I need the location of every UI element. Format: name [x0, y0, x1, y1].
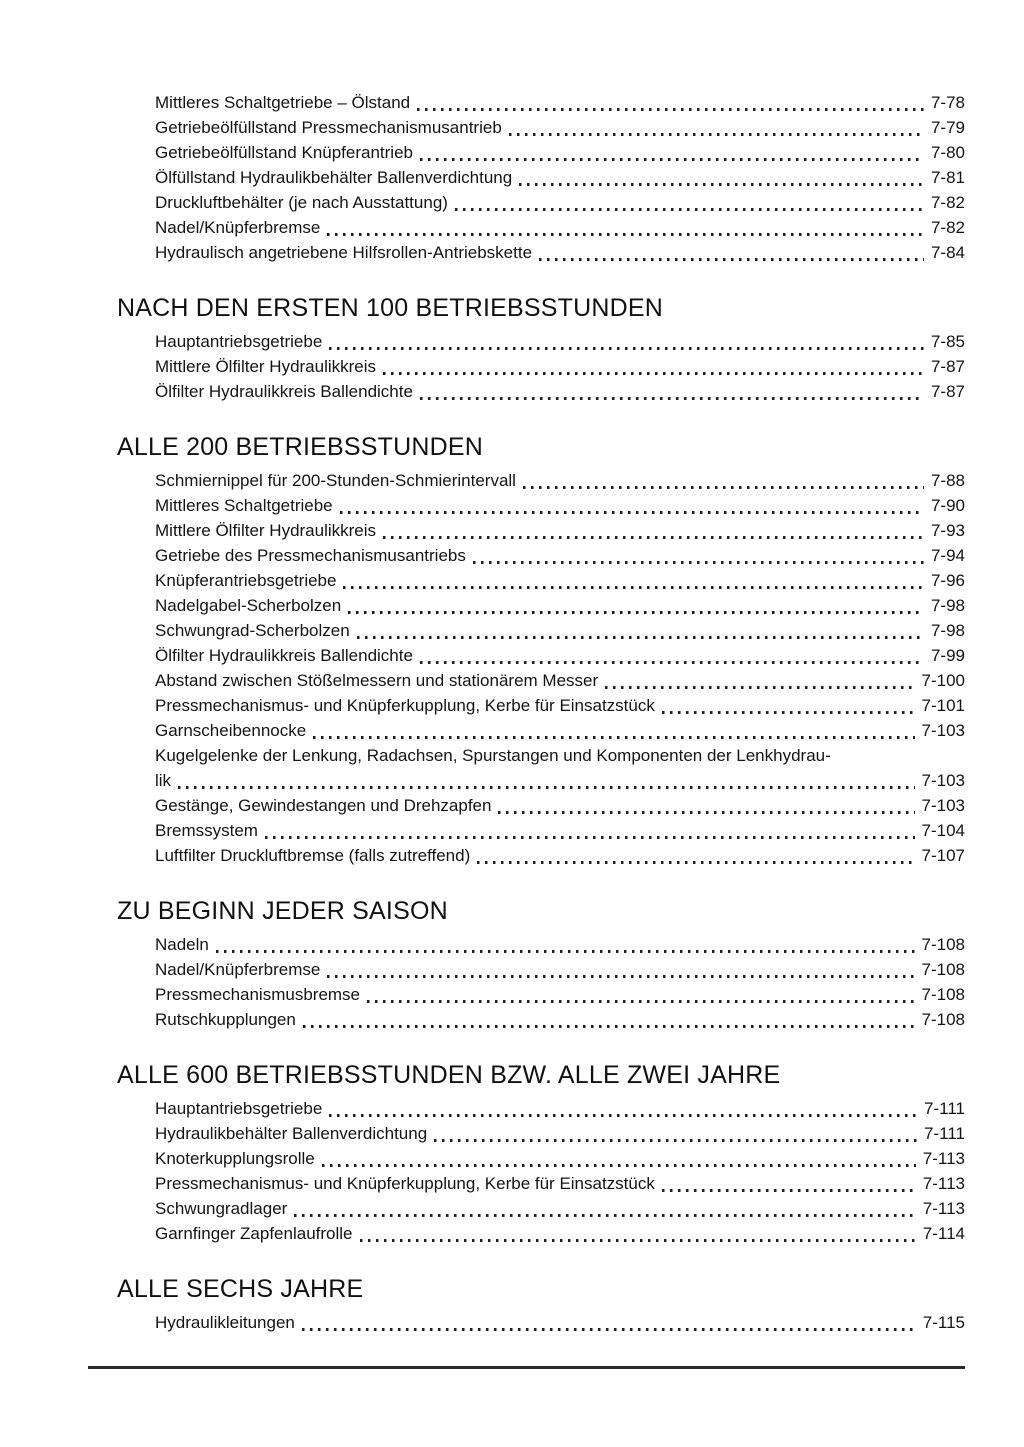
section-heading: NACH DEN ERSTEN 100 BETRIEBSSTUNDEN — [117, 294, 664, 322]
toc-entry-title: Nadelgabel-Scherbolzen — [155, 596, 342, 615]
dot-leader — [313, 736, 914, 739]
toc-section — [155, 90, 965, 265]
toc-section — [117, 432, 965, 868]
toc-entry-title: Schwungradlager — [155, 1199, 288, 1218]
toc-entry-title: Pressmechanismus- und Knüpferkupplung, Kerbe für Einsatzstück — [155, 696, 655, 715]
toc-entry-title: Mittlere Ölfilter Hydraulikkreis — [155, 357, 377, 376]
toc-entry-title: Druckluftbehälter (je nach Ausstattung) — [155, 193, 448, 212]
dot-leader — [662, 711, 915, 714]
dot-leader — [383, 536, 924, 539]
toc-entry-page: 7-99 — [930, 646, 965, 665]
toc-entry — [155, 982, 965, 1007]
toc-entry — [155, 1096, 965, 1121]
section-heading: ZU BEGINN JEDER SAISON — [117, 897, 448, 925]
toc-entry-page: 7-108 — [921, 935, 965, 954]
toc-entry-page: 7-104 — [921, 821, 965, 840]
toc-entry-page: 7-113 — [922, 1174, 965, 1193]
toc-entry-page: 7-108 — [921, 1010, 965, 1029]
dot-leader — [605, 686, 914, 689]
toc-entry — [155, 115, 965, 140]
toc-entry-page: 7-94 — [930, 546, 965, 565]
dot-leader — [322, 1164, 916, 1167]
toc-entry-title: Mittlere Ölfilter Hydraulikkreis — [155, 521, 377, 540]
toc-entry-page: 7-98 — [930, 596, 965, 615]
toc-entry — [155, 1121, 965, 1146]
toc-entry — [155, 518, 965, 543]
toc-entry — [155, 618, 965, 643]
toc-entry-title: Garnfinger Zapfenlaufrolle — [155, 1224, 353, 1243]
dot-leader — [420, 158, 924, 161]
toc-entry — [155, 1146, 965, 1171]
dot-leader — [294, 1214, 915, 1217]
toc-entry-page: 7-103 — [921, 796, 965, 815]
dot-leader — [509, 133, 924, 136]
dot-leader — [343, 586, 924, 589]
toc-entry-title: Hauptantriebsgetriebe — [155, 1099, 323, 1118]
toc-entry-page: 7-88 — [930, 471, 965, 490]
toc-entry — [155, 190, 965, 215]
table-of-contents — [0, 90, 1024, 1335]
toc-entry-title: Nadel/Knüpferbremse — [155, 960, 321, 979]
toc-entry-page: 7-82 — [930, 193, 965, 212]
dot-leader — [302, 1328, 916, 1331]
toc-entry-page: 7-114 — [922, 1224, 965, 1243]
toc-entry — [155, 1221, 965, 1246]
toc-entry — [155, 593, 965, 618]
dot-leader — [455, 208, 924, 211]
toc-entry-page: 7-98 — [930, 621, 965, 640]
toc-entry — [155, 768, 965, 793]
toc-entry-page: 7-82 — [930, 218, 965, 237]
toc-entry-page: 7-93 — [930, 521, 965, 540]
dot-leader — [434, 1139, 917, 1142]
toc-section — [117, 896, 965, 1032]
toc-entry — [155, 843, 965, 868]
toc-entry-title: Pressmechanismus- und Knüpferkupplung, Kerbe für Einsatzstück — [155, 1174, 655, 1193]
toc-entry-page: 7-108 — [921, 985, 965, 1004]
toc-entry-page: 7-108 — [921, 960, 965, 979]
toc-entry — [155, 140, 965, 165]
toc-entry — [155, 468, 965, 493]
toc-entry-title: Pressmechanismusbremse — [155, 985, 361, 1004]
toc-section — [117, 293, 965, 404]
toc-entry-page: 7-113 — [922, 1199, 965, 1218]
toc-entry — [155, 693, 965, 718]
toc-entry — [155, 793, 965, 818]
toc-entry-title: Getriebeölfüllstand Knüpferantrieb — [155, 143, 413, 162]
toc-entry — [155, 957, 965, 982]
toc-entry — [155, 718, 965, 743]
dot-leader — [539, 258, 924, 261]
dot-leader — [329, 347, 924, 350]
toc-entry-title: Schmiernippel für 200-Stunden-Schmierintervall — [155, 471, 516, 490]
dot-leader — [178, 786, 914, 789]
toc-entry — [155, 1171, 965, 1196]
toc-entry-page: 7-87 — [930, 382, 965, 401]
dot-leader — [498, 811, 914, 814]
dot-leader — [383, 372, 924, 375]
toc-entry-title: Getriebeölfüllstand Pressmechanismusantrieb — [155, 118, 502, 137]
toc-entry-title: Gestänge, Gewindestangen und Drehzapfen — [155, 796, 492, 815]
dot-leader — [519, 183, 924, 186]
toc-entry — [155, 90, 965, 115]
dot-leader — [216, 950, 915, 953]
toc-entry — [155, 240, 965, 265]
dot-leader — [265, 836, 915, 839]
toc-entry — [155, 354, 965, 379]
toc-section — [117, 1060, 965, 1246]
toc-entry-page: 7-78 — [930, 93, 965, 112]
toc-entry — [155, 643, 965, 668]
toc-entry-title: Ölfüllstand Hydraulikbehälter Ballenverdichtung — [155, 168, 513, 187]
toc-entry — [155, 543, 965, 568]
toc-entry-title: Abstand zwischen Stößelmessern und stationärem Messer — [155, 671, 599, 690]
dot-leader — [327, 233, 924, 236]
dot-leader — [367, 1000, 915, 1003]
toc-entry-page: 7-79 — [930, 118, 965, 137]
section-heading: ALLE 600 BETRIEBSSTUNDEN BZW. ALLE ZWEI JAHRE — [117, 1061, 781, 1089]
toc-entry — [155, 818, 965, 843]
toc-entry-title: Schwungrad-Scherbolzen — [155, 621, 350, 640]
toc-entry — [155, 379, 965, 404]
toc-entry-title: Knoterkupplungsrolle — [155, 1149, 315, 1168]
dot-leader — [420, 661, 924, 664]
toc-entry-page: 7-96 — [930, 571, 965, 590]
toc-entry — [155, 932, 965, 957]
toc-entry-page: 7-113 — [922, 1149, 965, 1168]
toc-entry — [155, 568, 965, 593]
dot-leader — [303, 1025, 915, 1028]
toc-entry — [155, 1007, 965, 1032]
dot-leader — [340, 511, 924, 514]
dot-leader — [477, 861, 914, 864]
toc-entry-title: Luftfilter Druckluftbremse (falls zutreffend) — [155, 846, 471, 865]
toc-entry-title: Ölfilter Hydraulikkreis Ballendichte — [155, 646, 413, 665]
dot-leader — [348, 611, 924, 614]
toc-entry-page: 7-103 — [921, 721, 965, 740]
toc-entry-title: Rutschkupplungen — [155, 1010, 296, 1029]
toc-entry — [155, 493, 965, 518]
toc-entry — [155, 165, 965, 190]
toc-entry — [155, 1310, 965, 1335]
section-heading: ALLE SECHS JAHRE — [117, 1275, 364, 1303]
dot-leader — [327, 975, 914, 978]
toc-entry — [155, 1196, 965, 1221]
toc-entry — [155, 668, 965, 693]
toc-entry-page: 7-103 — [921, 771, 965, 790]
dot-leader — [420, 397, 924, 400]
toc-entry-title: Mittleres Schaltgetriebe — [155, 496, 333, 515]
toc-entry-page: 7-100 — [921, 671, 965, 690]
toc-entry-title: Getriebe des Pressmechanismusantriebs — [155, 546, 466, 565]
toc-entry-title: Hydraulisch angetriebene Hilfsrollen-Antriebskette — [155, 243, 533, 262]
toc-entry-page: 7-90 — [930, 496, 965, 515]
toc-entry-title: Bremssystem — [155, 821, 258, 840]
toc-entry-page: 7-85 — [930, 332, 965, 351]
toc-entry-title: lik — [155, 771, 172, 790]
toc-entry-page: 7-80 — [930, 143, 965, 162]
toc-section — [117, 1274, 965, 1335]
toc-entry-page: 7-87 — [930, 357, 965, 376]
dot-leader — [523, 486, 924, 489]
toc-entry-title: Mittleres Schaltgetriebe – Ölstand — [155, 93, 411, 112]
toc-entry — [155, 329, 965, 354]
section-heading: ALLE 200 BETRIEBSSTUNDEN — [117, 433, 484, 461]
footer-rule — [88, 1366, 965, 1369]
toc-entry-page: 7-81 — [930, 168, 965, 187]
toc-entry-page: 7-107 — [921, 846, 965, 865]
toc-entry-title-wrap: Kugelgelenke der Lenkung, Radachsen, Spurstangen und Komponenten der Lenkhydrau- — [155, 746, 831, 765]
toc-entry-title: Garnscheibennocke — [155, 721, 307, 740]
toc-entry-title: Hydraulikbehälter Ballenverdichtung — [155, 1124, 428, 1143]
toc-entry-page: 7-111 — [924, 1099, 965, 1118]
toc-entry-page: 7-111 — [924, 1124, 965, 1143]
toc-entry-page: 7-84 — [930, 243, 965, 262]
dot-leader — [417, 108, 924, 111]
toc-entry-title: Nadel/Knüpferbremse — [155, 218, 321, 237]
dot-leader — [329, 1114, 917, 1117]
toc-entry-title: Ölfilter Hydraulikkreis Ballendichte — [155, 382, 413, 401]
toc-entry-title: Hydraulikleitungen — [155, 1313, 295, 1332]
toc-entry-page: 7-101 — [921, 696, 965, 715]
toc-entry-title: Knüpferantriebsgetriebe — [155, 571, 337, 590]
toc-entry — [155, 215, 965, 240]
dot-leader — [662, 1189, 916, 1192]
toc-entry-page: 7-115 — [922, 1313, 965, 1332]
dot-leader — [357, 636, 924, 639]
dot-leader — [360, 1239, 916, 1242]
dot-leader — [473, 561, 924, 564]
toc-entry-title: Nadeln — [155, 935, 209, 954]
toc-entry-title: Hauptantriebsgetriebe — [155, 332, 323, 351]
